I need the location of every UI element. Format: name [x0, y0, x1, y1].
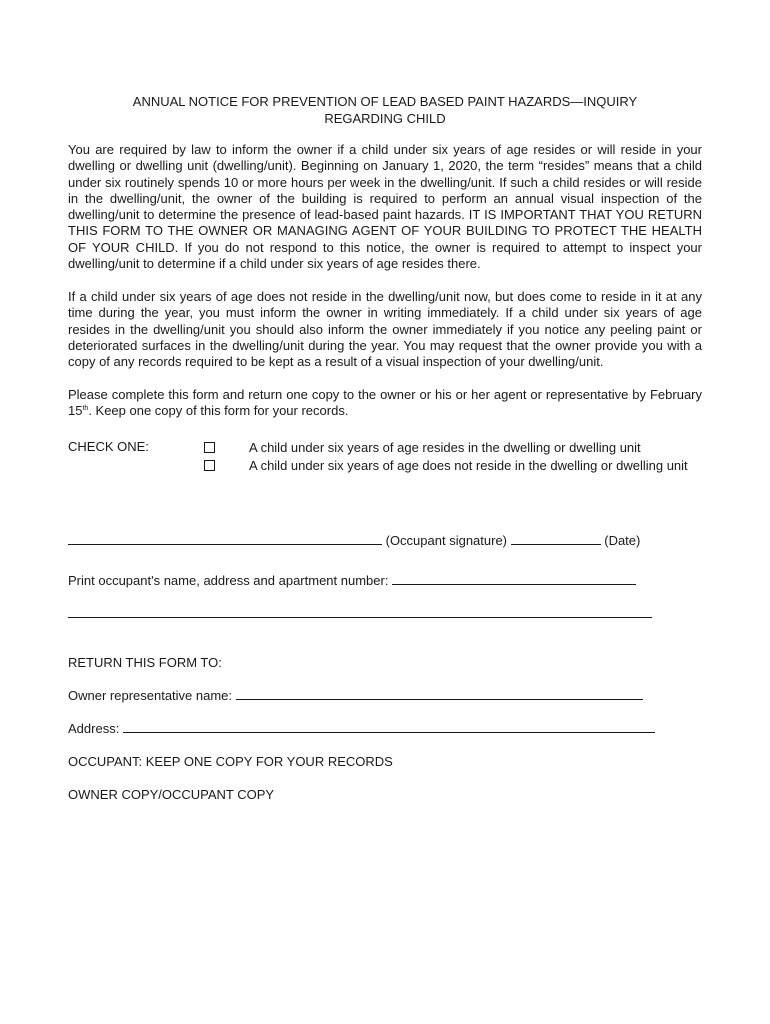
owner-rep-row — [68, 687, 643, 704]
return-form-heading: RETURN THIS FORM TO: — [68, 655, 222, 670]
child-resides-option: A child under six years of age resides in the dwelling or dwelling unit — [249, 440, 641, 455]
paragraph-notify-owner: If a child under six years of age does not reside in the dwelling/unit now, but does come to reside in it at any time during the year, you must inform the owner in writing immediately. If a child under six years of age resides in the dwelling/unit you should also inform the owner immediately if you notice any peeling paint or deteriorated surfaces in the dwelling/unit during the year. You may request that the owner provide you with a copy of any records required to be kept as a result of a visual inspection of your dwelling/unit. — [68, 289, 702, 370]
title-line-2: REGARDING CHILD — [324, 110, 446, 126]
check-one-label: CHECK ONE: — [68, 439, 149, 454]
signature-row — [68, 532, 640, 549]
child-not-resides-option: A child under six years of age does not reside in the dwelling or dwelling unit — [249, 458, 688, 473]
keep-copy-note: OCCUPANT: KEEP ONE COPY FOR YOUR RECORDS — [68, 754, 393, 769]
ordinal-suffix: th — [82, 405, 89, 413]
address-label: Address: — [68, 721, 123, 736]
date-field[interactable] — [511, 532, 601, 545]
date-label: (Date) — [600, 533, 641, 548]
owner-rep-field[interactable] — [236, 687, 643, 700]
address-continuation-row — [68, 605, 652, 622]
print-name-label: Print occupant's name, address and apartment number: — [68, 573, 393, 588]
paragraph-requirement: You are required by law to inform the owner if a child under six years of age resides or will reside in your dwelling or dwelling unit (dwelling/unit). Beginning on January 1, 2020, the term “resides” means that a child under six routinely spends 10 or more hours per week in the dwelling/unit. If such a child resides or will reside in the dwelling/unit, the owner of the building is required to perform an annual visual inspection of the dwelling/unit to determine the presence of lead-based paint hazards. IT IS IMPORTANT THAT YOU RETURN THIS FORM TO THE OWNER OR MANAGING AGENT OF YOUR BUILDING TO PROTECT THE HEALTH OF YOUR CHILD. If you do not respond to this notice, the owner is required to attempt to inspect your dwelling/unit to determine if a child under six years of age resides there. — [68, 142, 702, 272]
child-resides-checkbox[interactable] — [204, 442, 215, 453]
address-continuation-field[interactable] — [68, 605, 652, 618]
occupant-signature-field[interactable] — [68, 532, 382, 545]
print-name-field[interactable] — [392, 572, 636, 585]
title-line-1: ANNUAL NOTICE FOR PREVENTION OF LEAD BASED PAINT HAZARDS—INQUIRY — [132, 94, 638, 109]
owner-rep-label: Owner representative name: — [68, 688, 236, 703]
notice-title — [68, 94, 702, 127]
child-not-resides-checkbox[interactable] — [204, 460, 215, 471]
copy-designation: OWNER COPY/OCCUPANT COPY — [68, 787, 275, 802]
occupant-signature-label: (Occupant signature) — [382, 533, 511, 548]
instructions-text: Please complete this form and return one copy to the owner or his or her agent or representative by February 15 — [68, 387, 702, 419]
address-row — [68, 720, 655, 737]
paragraph-instructions — [68, 387, 702, 420]
address-field[interactable] — [123, 720, 655, 733]
instructions-text-end: . Keep one copy of this form for your records. — [88, 403, 349, 419]
print-name-row — [68, 572, 636, 589]
